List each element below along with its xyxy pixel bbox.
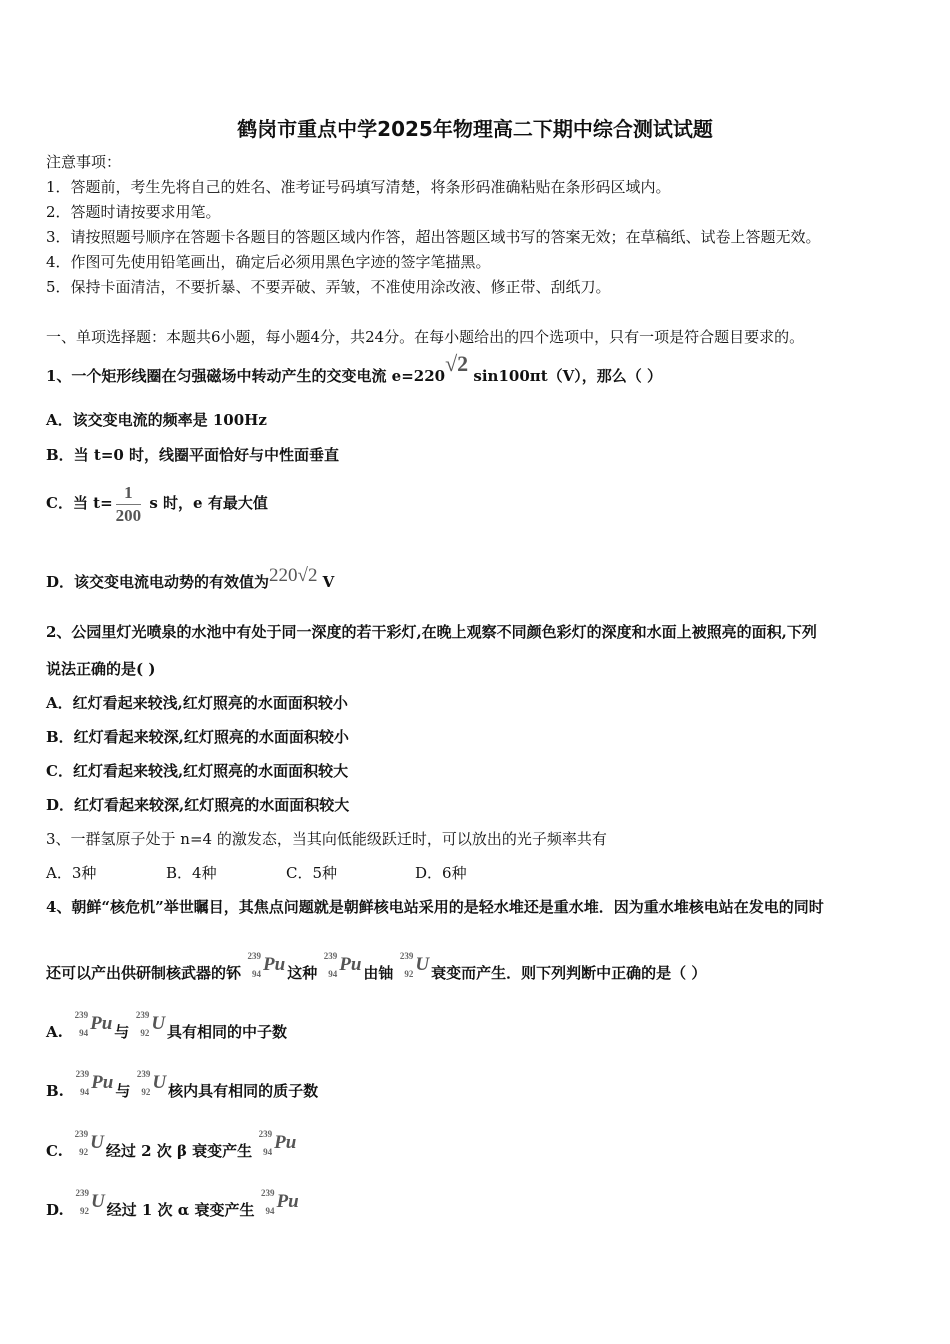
question-4-stem: 4、朝鲜“核危机”举世瞩目，其焦点问题就是朝鲜核电站采用的是轻水堆还是重水堆．因为重水堆核电站在发电的同时: [46, 898, 824, 916]
q2-option-c: C．红灯看起来较浅,红灯照亮的水面面积较大: [46, 762, 349, 780]
option-label: D.: [46, 1201, 64, 1219]
mass-number: 239: [74, 1129, 89, 1139]
atomic-number: 92: [140, 1028, 150, 1038]
element-symbol: Pu: [339, 954, 362, 975]
option-text: 经过 2 次 β 衰变产生: [105, 1142, 253, 1160]
element-symbol: U: [151, 1013, 166, 1034]
question-4-stem-cont: [46, 951, 707, 983]
fraction-denominator: 200: [115, 505, 142, 525]
element-symbol: U: [90, 1191, 105, 1212]
q1-stem-part: sin100πt（V），那么（ ）: [468, 367, 663, 385]
q1-option-b: B．当 t=0 时，线圈平面恰好与中性面垂直: [46, 446, 340, 464]
effective-value-math: 220√2: [269, 565, 318, 586]
question-3-stem: 3、一群氢原子处于 n=4 的激发态，当其向低能级跃迁时，可以放出的光子频率共有: [46, 830, 607, 848]
question-1-stem: [46, 351, 663, 386]
uranium-nuclide: [395, 951, 430, 983]
option-text: 与: [114, 1023, 130, 1041]
q3-option-d: D．6种: [415, 864, 467, 882]
mass-number: 239: [75, 1069, 90, 1079]
atomic-number: 92: [404, 969, 414, 979]
mass-number: 239: [247, 951, 262, 961]
plutonium-nuclide: [319, 951, 362, 983]
q1-option-c: [46, 480, 268, 527]
question-2-stem: 2、公园里灯光喷泉的水池中有处于同一深度的若干彩灯,在晚上观察不同颜色彩灯的深度和水面上被照亮的面积,下列: [46, 623, 817, 641]
q2-option-a: A．红灯看起来较浅,红灯照亮的水面面积较小: [46, 694, 348, 712]
uranium-nuclide: [70, 1129, 104, 1161]
notice-item: 2．答题时请按要求用笔。: [46, 203, 221, 221]
q4-stem-part: 还可以产出供研制核武器的钚: [46, 964, 242, 982]
plutonium-nuclide: [70, 1010, 113, 1042]
q4-option-c: [46, 1129, 298, 1161]
mass-number: 239: [136, 1069, 151, 1079]
q1-stem-part: 1、一个矩形线圈在匀强磁场中转动产生的交变电流 e=220: [46, 367, 446, 385]
atomic-number: 94: [328, 969, 338, 979]
mass-number: 239: [75, 1188, 89, 1198]
q1-option-c-part: s 时，e 有最大值: [144, 494, 268, 512]
option-label: A.: [46, 1023, 63, 1041]
mass-number: 239: [135, 1010, 150, 1020]
element-symbol: Pu: [90, 1013, 113, 1034]
notice-item: 1．答题前，考生先将自己的姓名、准考证号码填写清楚，将条形码准确粘贴在条形码区域内。: [46, 178, 671, 196]
notice-item: 4．作图可先使用铅笔画出，确定后必须用黑色字迹的签字笔描黑。: [46, 253, 491, 271]
fraction-math: [116, 482, 142, 527]
q3-option-c: C．5种: [286, 864, 338, 882]
notice-heading: 注意事项：: [46, 153, 122, 171]
q4-stem-part: 衰变而产生．则下列判断中正确的是（ ）: [431, 964, 707, 982]
question-2-stem-cont: 说法正确的是( ): [46, 660, 156, 678]
mass-number: 239: [399, 951, 414, 961]
option-label: C.: [46, 1142, 63, 1160]
uranium-nuclide: [131, 1010, 166, 1042]
notice-item: 3．请按照题号顺序在答题卡各题目的答题区域内作答，超出答题区域书写的答案无效；在草稿纸、试卷上答题无效。: [46, 228, 821, 246]
option-text: 经过 1 次 α 衰变产生: [106, 1201, 255, 1219]
element-symbol: Pu: [263, 954, 286, 975]
mass-number: 239: [261, 1188, 275, 1198]
element-symbol: Pu: [276, 1191, 299, 1212]
q4-option-b: [46, 1069, 319, 1101]
option-label: B.: [46, 1082, 64, 1100]
section-heading: 一、单项选择题：本题共6小题，每小题4分，共24分。在每小题给出的四个选项中，只有一项是符合题目要求的。: [46, 328, 805, 346]
page-title: 鹤岗市重点中学2025年物理高二下期中综合测试试题: [237, 117, 713, 141]
option-text: 与: [115, 1082, 131, 1100]
sqrt-two-math: √2: [445, 351, 469, 376]
q1-option-d-part: D．该交变电流电动势的有效值为: [46, 573, 270, 591]
element-symbol: Pu: [274, 1132, 297, 1153]
q2-option-d: D．红灯看起来较深,红灯照亮的水面面积较大: [46, 796, 350, 814]
option-text: 核内具有相同的质子数: [168, 1082, 319, 1100]
q3-option-a: A．3种: [46, 864, 97, 882]
element-symbol: Pu: [91, 1072, 114, 1093]
atomic-number: 94: [265, 1206, 275, 1216]
q2-option-b: B．红灯看起来较深,红灯照亮的水面面积较小: [46, 728, 349, 746]
atomic-number: 92: [79, 1147, 89, 1157]
atomic-number: 94: [252, 969, 262, 979]
notice-item: 5．保持卡面清洁，不要折暴、不要弄破、弄皱，不准使用涂改液、修正带、刮纸刀。: [46, 278, 611, 296]
q1-option-a: A．该交变电流的频率是 100Hz: [46, 411, 267, 429]
element-symbol: U: [90, 1132, 104, 1153]
q1-option-d: [46, 565, 335, 592]
q1-option-c-part: C．当 t=: [46, 494, 113, 512]
q1-option-d-part: V: [317, 573, 335, 591]
uranium-nuclide: [71, 1188, 105, 1220]
q4-option-d: [46, 1188, 301, 1220]
element-symbol: U: [415, 954, 430, 975]
atomic-number: 94: [263, 1147, 273, 1157]
q3-option-b: B．4种: [166, 864, 217, 882]
plutonium-nuclide: [254, 1129, 297, 1161]
fraction-numerator: 1: [116, 482, 142, 505]
plutonium-nuclide: [257, 1188, 299, 1220]
plutonium-nuclide: [71, 1069, 114, 1101]
q4-option-a: [46, 1010, 288, 1042]
mass-number: 239: [74, 1010, 89, 1020]
q4-stem-part: 由铀: [363, 964, 394, 982]
q4-stem-part: 这种: [287, 964, 318, 982]
uranium-nuclide: [132, 1069, 167, 1101]
plutonium-nuclide: [243, 951, 286, 983]
option-text: 具有相同的中子数: [167, 1023, 288, 1041]
atomic-number: 92: [141, 1087, 151, 1097]
element-symbol: U: [152, 1072, 167, 1093]
atomic-number: 92: [79, 1206, 89, 1216]
atomic-number: 94: [80, 1087, 90, 1097]
mass-number: 239: [323, 951, 338, 961]
mass-number: 239: [258, 1129, 273, 1139]
atomic-number: 94: [79, 1028, 89, 1038]
